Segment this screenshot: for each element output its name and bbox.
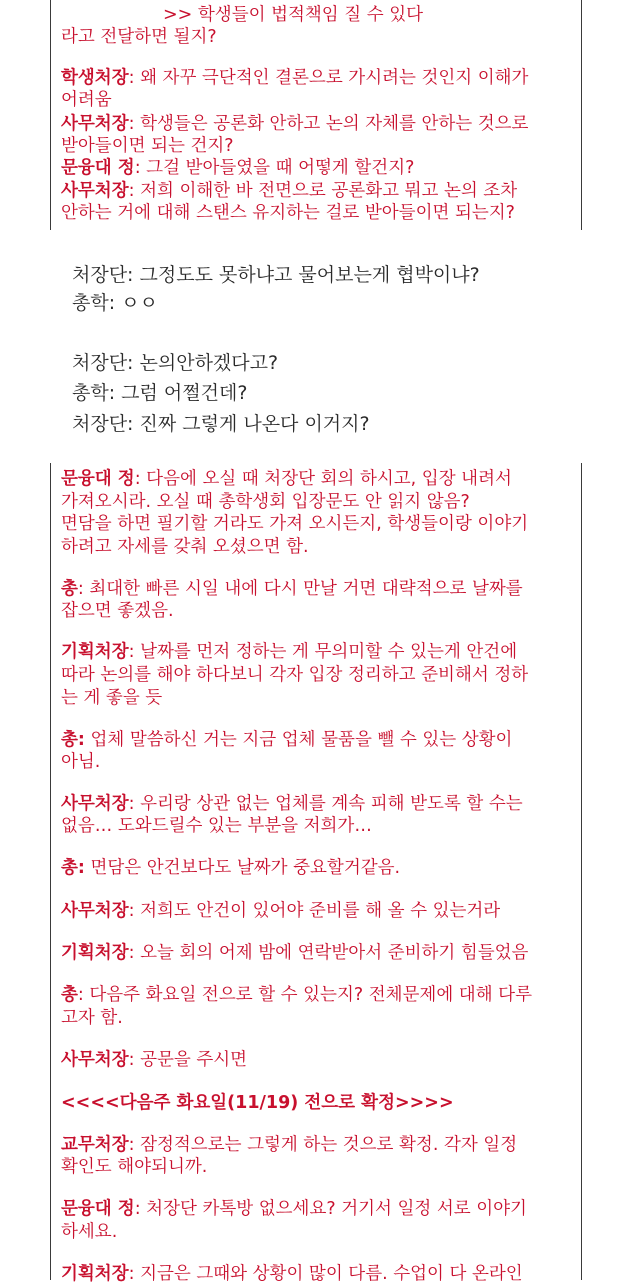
minutes-line: 는 게 좋을 듯 <box>61 688 163 708</box>
speaker-label: 사무처장 <box>61 114 129 134</box>
minutes-entry <box>61 468 512 490</box>
minutes-entry <box>61 180 517 202</box>
speaker-label: 사무처장 <box>61 181 129 201</box>
speaker-label: 총: <box>61 730 85 750</box>
minutes-entry <box>61 900 500 922</box>
minutes-entry <box>61 942 528 964</box>
minutes-entry <box>61 729 512 751</box>
entry-text: : 그걸 받아들였을 때 어떻게 할건지? <box>134 158 415 178</box>
speaker-label: 사무처장 <box>61 901 129 921</box>
speaker-label: 학생처장 <box>61 68 129 88</box>
minutes-line: 고자 함. <box>61 1008 123 1028</box>
minutes-panel-top <box>50 0 582 230</box>
minutes-line: 확인도 해야되니까. <box>61 1157 208 1177</box>
entry-text: : 학생들은 공론화 안하고 논의 자체를 안하는 것으로 <box>128 114 529 134</box>
minutes-line: 아님. <box>61 752 101 772</box>
minutes-entry <box>61 984 532 1006</box>
minutes-line: 하려고 자세를 갖춰 오셨으면 함. <box>61 537 309 557</box>
minutes-entry <box>61 157 414 179</box>
confirmed-date-banner: <<<<다음주 화요일(11/19) 전으로 확정>>>> <box>61 1093 454 1113</box>
minutes-line: 면담을 하면 필기할 거라도 가져 오시든지, 학생들이랑 이야기 <box>61 514 529 534</box>
entry-text: : 저희도 안건이 있어야 준비를 해 올 수 있는거라 <box>128 901 501 921</box>
speaker-label: 교무처장 <box>61 1135 129 1155</box>
minutes-entry <box>61 857 400 879</box>
speaker-label: 총 <box>61 579 78 599</box>
entry-text: 업체 말씀하신 거는 지금 업체 물품을 뺄 수 있는 상황이 <box>84 730 513 750</box>
entry-text: : 잠정적으로는 그렇게 하는 것으로 확정. 각자 일정 <box>128 1135 518 1155</box>
entry-text: : 최대한 빠른 시일 내에 다시 만날 거면 대략적으로 날짜를 <box>77 579 523 599</box>
entry-text: : 저희 이해한 바 전면으로 공론화고 뭐고 논의 조차 <box>128 181 518 201</box>
minutes-line: 라고 전달하면 될지? <box>61 27 217 47</box>
minutes-entry <box>61 578 523 600</box>
entry-text: 면담은 안건보다도 날짜가 중요할거같음. <box>84 858 401 878</box>
speaker-label: 총: <box>61 858 85 878</box>
minutes-entry <box>61 113 528 135</box>
chat-line: 총학: 그럼 어쩔건데? <box>72 382 248 404</box>
minutes-entry <box>61 793 523 815</box>
speaker-label: 총 <box>61 985 78 1005</box>
entry-text: : 다음에 오실 때 처장단 회의 하시고, 입장 내려서 <box>134 469 512 489</box>
entry-text: : 날짜를 먼저 정하는 게 무의미할 수 있는게 안건에 <box>128 642 518 662</box>
speaker-label: 기획처장 <box>61 943 129 963</box>
entry-text: : 왜 자꾸 극단적인 결론으로 가시려는 것인지 이해가 <box>128 68 529 88</box>
entry-text: : 우리랑 상관 없는 업체를 계속 피해 받도록 할 수는 <box>128 794 523 814</box>
entry-text: : 공문을 주시면 <box>128 1050 248 1070</box>
minutes-entry <box>61 1198 527 1220</box>
speaker-label: 사무처장 <box>61 794 129 814</box>
chat-line: 총학: ㅇㅇ <box>72 292 158 314</box>
speaker-label: 문융대 정 <box>61 158 135 178</box>
chat-line: 처장단: 그정도도 못하냐고 물어보는게 협박이냐? <box>72 264 480 286</box>
chat-line: 처장단: 진짜 그렇게 나온다 이거지? <box>72 413 370 435</box>
entry-text: : 다음주 화요일 전으로 할 수 있는지? 전체문제에 대해 다루 <box>77 985 532 1005</box>
entry-text: : 지금은 그때와 상황이 많이 다름. 수업이 다 온라인 <box>128 1264 523 1284</box>
chat-line: 처장단: 논의안하겠다고? <box>72 352 279 374</box>
minutes-line: 받아들이면 되는 건지? <box>61 136 234 156</box>
minutes-line: 가져오시라. 오실 때 총학생회 입장문도 안 읽지 않음? <box>61 492 470 512</box>
minutes-line: 잡으면 좋겠음. <box>61 601 174 621</box>
minutes-entry <box>61 1049 247 1071</box>
speaker-label: 문융대 정 <box>61 469 135 489</box>
minutes-panel-bottom <box>50 463 582 1284</box>
minutes-line: 하세요. <box>61 1222 118 1242</box>
minutes-line: 없음… 도와드릴수 있는 부분을 저희가… <box>61 816 372 836</box>
minutes-entry <box>61 1134 517 1156</box>
speaker-label: 사무처장 <box>61 1050 129 1070</box>
speaker-label: 기획처장 <box>61 642 129 662</box>
minutes-entry <box>61 1263 523 1285</box>
speaker-label: 기획처장 <box>61 1264 129 1284</box>
minutes-entry <box>61 67 528 89</box>
minutes-line: 어려움 <box>61 90 112 110</box>
minutes-entry <box>61 641 517 663</box>
minutes-line: >> 학생들이 법적책임 질 수 있다 <box>163 5 423 25</box>
entry-text: : 처장단 카톡방 없으세요? 거기서 일정 서로 이야기 <box>134 1199 527 1219</box>
minutes-line: 따라 논의를 해야 하다보니 각자 입장 정리하고 준비해서 정하 <box>61 665 529 685</box>
speaker-label: 문융대 정 <box>61 1199 135 1219</box>
entry-text: : 오늘 회의 어제 밤에 연락받아서 준비하기 힘들었음 <box>128 943 529 963</box>
minutes-line: 안하는 거에 대해 스탠스 유지하는 걸로 받아들이면 되는지? <box>61 203 515 223</box>
